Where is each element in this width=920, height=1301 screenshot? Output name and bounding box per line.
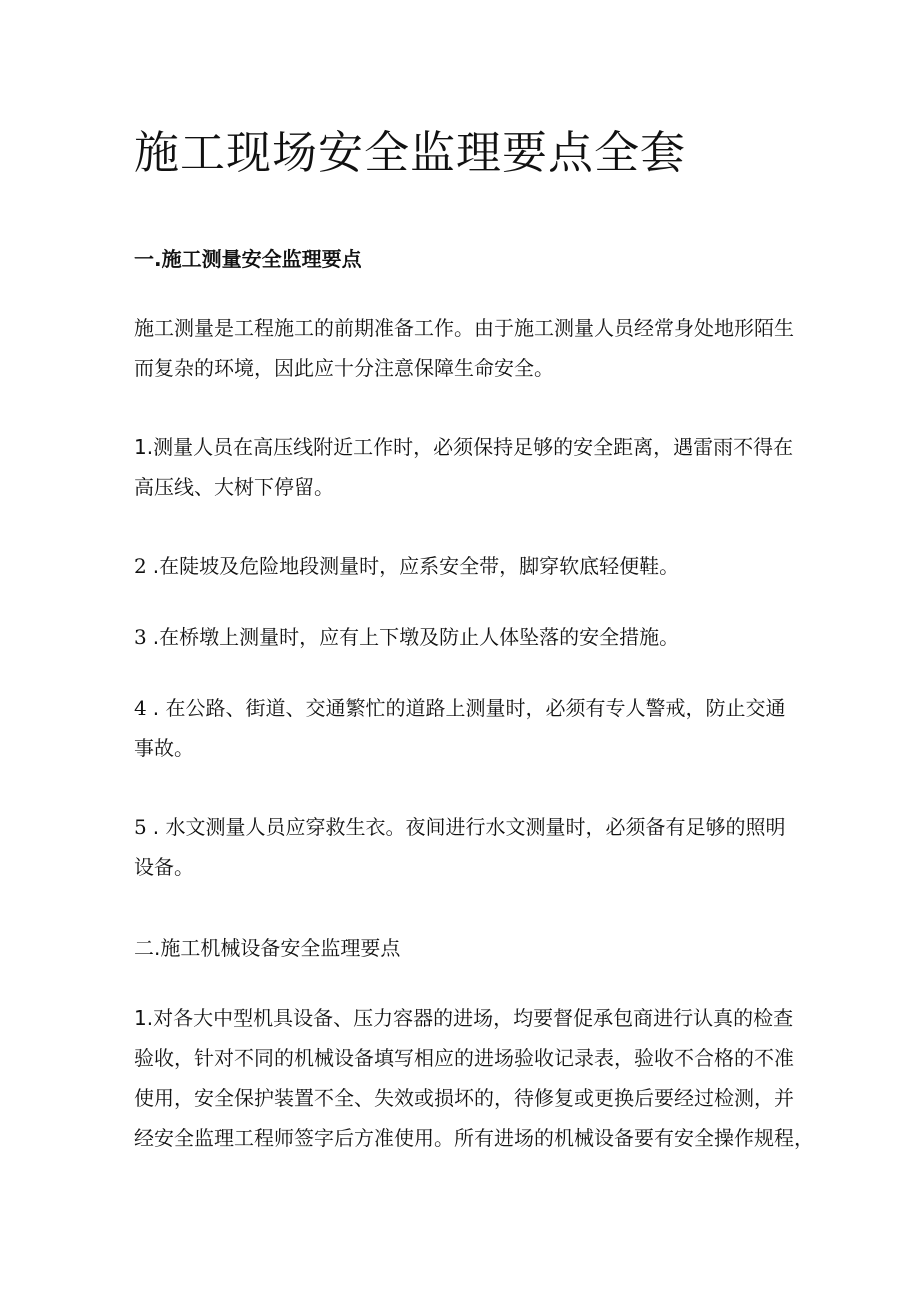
section-2-heading: 二.施工机械设备安全监理要点 xyxy=(134,936,401,960)
item-number: 5 xyxy=(134,815,147,839)
section-1-item-1-line-1: 1.测量人员在高压线附近工作时，必须保持足够的安全距离，遇雷雨不得在 xyxy=(134,435,794,459)
section-1-intro xyxy=(134,308,794,388)
item-text: . 在公路、街道、交通繁忙的道路上测量时，必须有专人警戒，防止交通 xyxy=(152,696,786,720)
item-number: 2 xyxy=(134,554,147,578)
section-2-item-1-line-1: 1.对各大中型机具设备、压力容器的进场，均要督促承包商进行认真的检查 xyxy=(134,1006,794,1030)
item-number: 3 xyxy=(134,625,147,649)
section-1-item-4-line-1 xyxy=(134,688,794,728)
item-text: .在桥墩上测量时，应有上下墩及防止人体坠落的安全措施。 xyxy=(152,625,680,649)
section-1-item-4-line-2: 事故。 xyxy=(134,736,194,760)
section-1-item-1-line-2: 高压线、大树下停留。 xyxy=(134,475,334,499)
section-1-item-3 xyxy=(134,617,794,657)
section-1-item-4 xyxy=(134,688,794,768)
item-text: . 水文测量人员应穿救生衣。夜间进行水文测量时，必须备有足够的照明 xyxy=(152,815,786,839)
section-2-item-1-line-2: 验收，针对不同的机械设备填写相应的进场验收记录表，验收不合格的不准 xyxy=(134,1046,794,1070)
section-1-item-5-line-1 xyxy=(134,807,794,847)
section-1-item-2 xyxy=(134,546,794,586)
section-1-item-5-line-2: 设备。 xyxy=(134,855,194,879)
section-2-item-1 xyxy=(134,998,814,1158)
section-1-item-1 xyxy=(134,427,794,507)
item-text: .在陡坡及危险地段测量时，应系安全带，脚穿软底轻便鞋。 xyxy=(152,554,680,578)
section-2-item-1-line-3: 使用，安全保护装置不全、失效或损坏的，待修复或更换后要经过检测，并 xyxy=(134,1086,794,1110)
document-title: 施工现场安全监理要点全套 xyxy=(134,126,687,179)
section-1-item-2-line-1 xyxy=(134,546,794,586)
section-1-item-5 xyxy=(134,807,794,887)
section-1-intro-line-2: 而复杂的环境，因此应十分注意保障生命安全。 xyxy=(134,356,554,380)
section-1-intro-line-1: 施工测量是工程施工的前期准备工作。由于施工测量人员经常身处地形陌生 xyxy=(134,316,794,340)
section-1-heading: 一.施工测量安全监理要点 xyxy=(134,247,362,271)
section-1-item-3-line-1 xyxy=(134,617,794,657)
item-number: 4 xyxy=(134,696,147,720)
section-2-item-1-line-4: 经安全监理工程师签字后方准使用。所有进场的机械设备要有安全操作规程， xyxy=(134,1126,814,1150)
